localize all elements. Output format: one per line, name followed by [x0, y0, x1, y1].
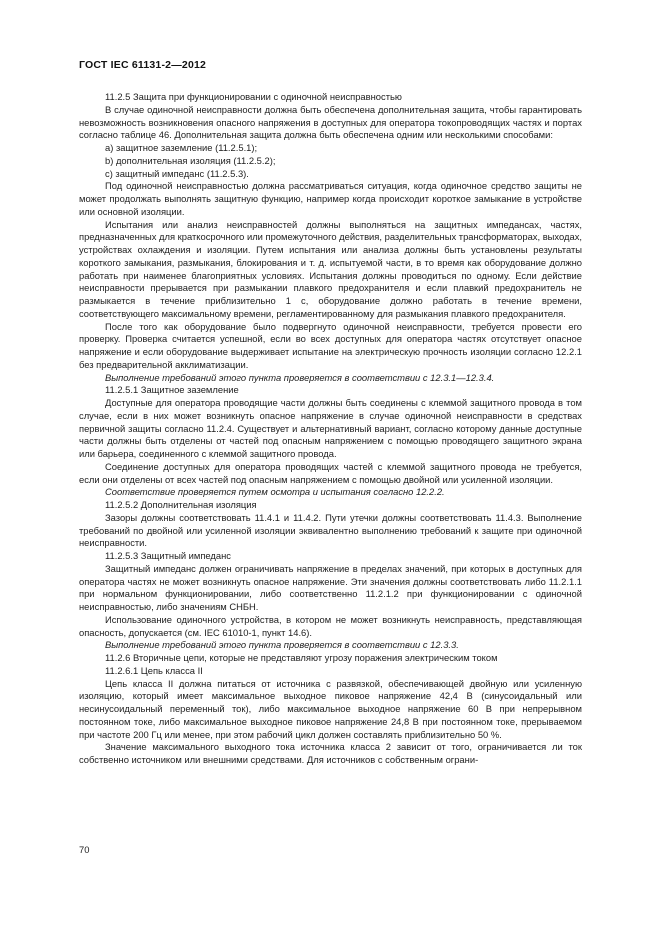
paragraph: После того как оборудование было подвергнуто одиночной неисправности, требуется провести его проверку. Проверка считается успешной, если во всех доступных для оператора частях отсутствует опасное напряжение и если оборудование выдерживает испытание на электрическую прочность изоляции согласно 12.2.1 без предварительной акклиматизации.	[79, 320, 582, 370]
list-item: a) защитное заземление (11.2.5.1);	[105, 142, 258, 153]
paragraph: Цепь класса II должна питаться от источника с развязкой, обеспечивающей двойную или усиленную изоляцию, который имеет максимальное выходное пиковое напряжение 42,4 В (синусоидальный или несинусоидальный переменный ток), либо максимальное выходное напряжение 60 В при непрерывном постоянном токе, либо максимальное выходное пиковое напряжение 24,8 В при постоянном токе, прерываемом при частоте 200 Гц или менее, при этом рабочий цикл должен составлять приблизительно 50 %.	[79, 677, 582, 740]
list-item: c) защитный импеданс (11.2.5.3).	[105, 167, 249, 179]
compliance-note: Выполнение требований этого пункта проверяется в соответствии с 12.3.1—12.3.4.	[105, 371, 495, 383]
paragraph: Зазоры должны соответствовать 11.4.1 и 11.4.2. Пути утечки должны соответствовать 11.4.3. Выполнение требований по двойной или усиленной изоляции эквивалентно выполнению требований к защите при одиночной неисправности.	[79, 511, 582, 549]
paragraph: Под одиночной неисправностью должна рассматриваться ситуация, когда одиночное средство защиты не может продолжать выполнять защитную функцию, например когда происходит короткое замыкание в устройстве или основной изоляции.	[79, 180, 582, 217]
paragraph: Испытания или анализ неисправностей должны выполняться на защитных импедансах, частях, предназначенных для краткосрочного или промежуточного действия, разделительных трансформаторах, выходах, устройствах охлаждения и изоляции. Путем испытания или анализа должны быть установлены результаты короткого замыкания, размыкания, блокирования и т. д. испытуемой части, в то время как оборудование должно работать при наименее благоприятных условиях. Испытания должны проводиться по одному. Если действие неисправности прерывается при размыкании плавкого предохранителя и если плавкий предохранитель не размыкается в течение приблизительно 1 с, оборудование должно работать в течение времени, соответствующего максимальному времени, регламентированному для размыкания плавкого предохранителя.	[79, 218, 582, 319]
paragraph: Соединение доступных для оператора проводящих частей с клеммой защитного провода не требуется, если они отделены от всех частей под опасным напряжением с помощью двойной или усиленной изоляции.	[79, 460, 582, 485]
paragraph: Защитный импеданс должен ограничивать напряжение в пределах значений, при которых в доступных для оператора частях не может возникнуть опасное напряжение. Эти значения должны соответствовать либо 11.2.1.1 при нормальном функционировании, либо соответственно 11.2.1.2 при функционировании с одиночной неисправностью, либо значениям СНБН.	[79, 562, 582, 612]
section-heading: 11.2.6.1 Цепь класса II	[105, 664, 203, 676]
section-heading: 11.2.5 Защита при функционировании с одиночной неисправностью	[105, 91, 402, 102]
section-heading: 11.2.6 Вторичные цепи, которые не представляют угрозу поражения электрическим током	[105, 652, 498, 663]
page-number: 70	[79, 844, 90, 855]
section-heading: 11.2.5.1 Защитное заземление	[105, 384, 239, 396]
page-body	[79, 91, 582, 767]
paragraph: Использование одиночного устройства, в котором не может возникнуть неисправность, представляющая опасность, допускается (см. IEC 61010-1, пункт 14.6).	[79, 613, 582, 638]
running-header: ГОСТ IEC 61131-2—2012	[79, 59, 207, 71]
paragraph: В случае одиночной неисправности должна быть обеспечена дополнительная защита, чтобы гарантировать невозможность возникновения опасного напряжения в доступных для оператора токопроводящих частях и портах согласно таблице 46. Дополнительная защита должна быть обеспечена одним или несколькими способами:	[79, 103, 582, 141]
paragraph: Значение максимального выходного тока источника класса 2 зависит от того, ограничивается ли ток собственно источником или внешними средствами. Для источников с собственным ограни-	[79, 741, 582, 765]
compliance-note: Соответствие проверяется путем осмотра и испытания согласно 12.2.2.	[105, 486, 445, 498]
section-heading: 11.2.5.2 Дополнительная изоляция	[105, 499, 257, 510]
section-heading: 11.2.5.3 Защитный импеданс	[105, 550, 231, 561]
list-item: b) дополнительная изоляция (11.2.5.2);	[105, 154, 276, 166]
paragraph: Доступные для оператора проводящие части должны быть соединены с клеммой защитного провода в том случае, если в них может возникнуть опасное напряжение в случае одиночной неисправности в средствах первичной защиты согласно 11.2.4. Существует и альтернативный вариант, согласно которому данные доступные части должны быть отделены от частей под опасным напряжением с помощью проводящего защитного экрана или барьера, соединенного с клеммой защитного провода.	[79, 397, 582, 459]
compliance-note: Выполнение требований этого пункта проверяется в соответствии с 12.3.3.	[105, 639, 459, 651]
